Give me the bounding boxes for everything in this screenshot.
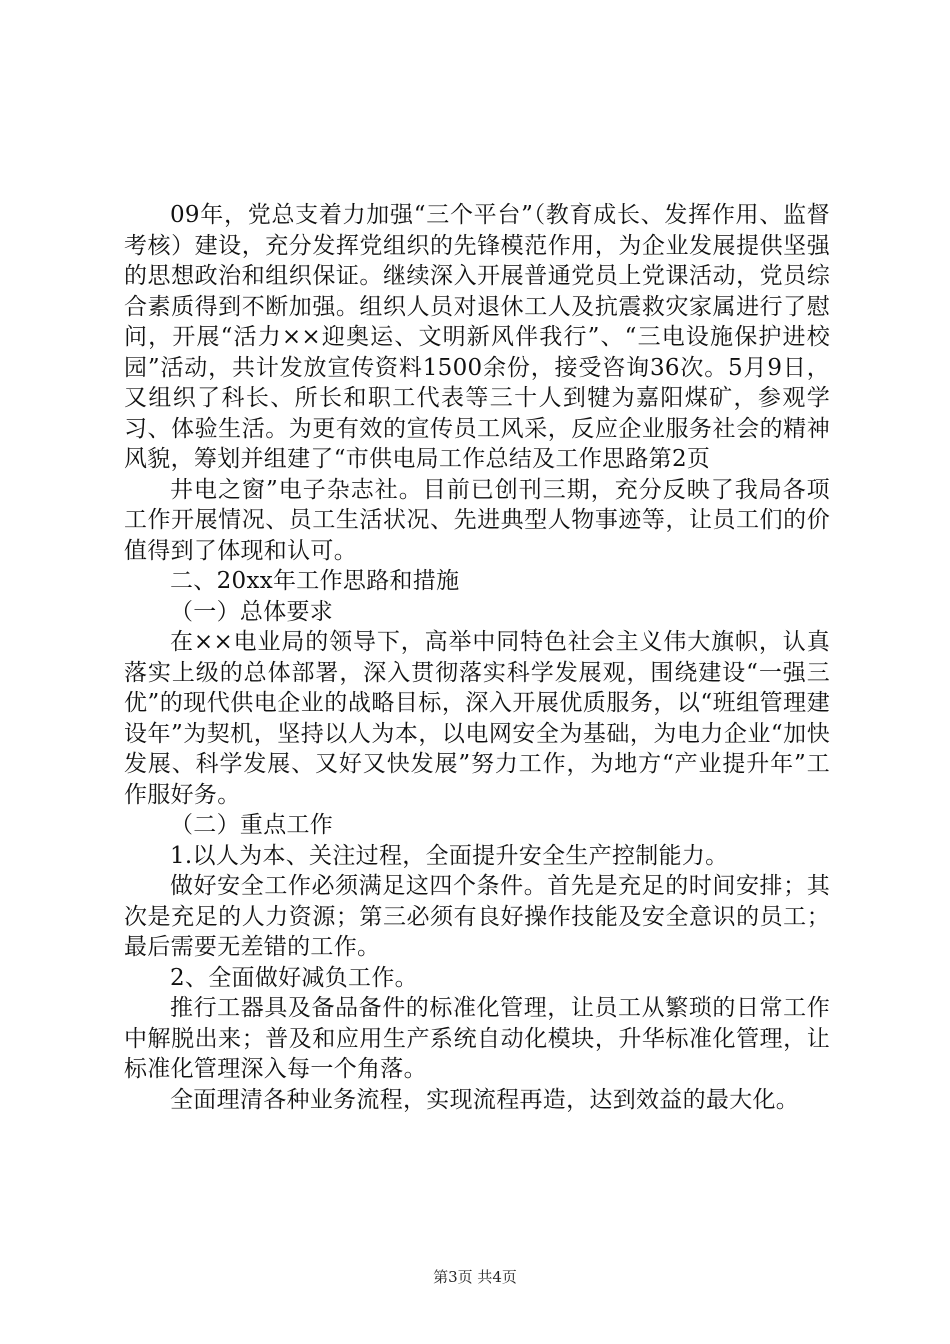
section-heading-work-plan: 二、20xx年工作思路和措施 bbox=[170, 568, 460, 594]
item-heading-safety: 1.以人为本、关注过程，全面提升安全生产控制能力。 bbox=[170, 842, 729, 869]
paragraph-party-work: 09年，党总支着力加强“三个平台”（教育成长、发挥作用、监督考核）建设，充分发挥党组织的先锋模范作用，为企业发展提供坚强的思想政治和组织保证。继续深入开展普通党员上党课活动，党员综合素质得到不断加强。组织人员对退休工人及抗震救灾家属进行了慰问，开展“活力××迎奥运、文明新风伴我行”、“三电设施保护进校园”活动，共计发放宣传资料1500余份，接受咨询36次。5月9日，又组织了科长、所长和职工代表等三十人到犍为嘉阳煤矿，参观学习、体验生活。为更有效的宣传员工风采，反应企业服务社会的精神风貌，筹划并组建了“市供电局工作总结及工作思路第2页 bbox=[124, 202, 830, 472]
paragraph-e-magazine: 井电之窗”电子杂志社。目前已创刊三期，充分反映了我局各项工作开展情况、员工生活状况、先进典型人物事迹等，让员工们的价值得到了体现和认可。 bbox=[124, 476, 830, 564]
page-footer: 第3页 共4页 bbox=[433, 1268, 517, 1286]
paragraph-safety-conditions: 做好安全工作必须满足这四个条件。首先是充足的时间安排；其次是充足的人力资源；第三必须有良好操作技能及安全意识的员工；最后需要无差错的工作。 bbox=[124, 873, 830, 960]
paragraph-process-reengineering: 全面理清各种业务流程，实现流程再造，达到效益的最大化。 bbox=[170, 1086, 800, 1113]
subheading-key-work: （二）重点工作 bbox=[170, 812, 334, 838]
paragraph-standardization: 推行工器具及备品备件的标准化管理，让员工从繁琐的日常工作中解脱出来；普及和应用生产系统自动化模块，升华标准化管理，让标准化管理深入每一个角落。 bbox=[124, 995, 830, 1082]
subheading-overall-requirements: （一）总体要求 bbox=[170, 598, 334, 625]
paragraph-overall-requirements: 在××电业局的领导下，高举中同特色社会主义伟大旗帜，认真落实上级的总体部署，深入贯彻落实科学发展观，围绕建设“一强三优”的现代供电企业的战略目标，深入开展优质服务，以“班组管理建设年”为契机，坚持以人为本，以电网安全为基础，为电力企业“加快发展、科学发展、又好又快发展”努力工作，为地方“产业提升年”工作服好务。 bbox=[124, 629, 830, 808]
item-heading-burden-reduction: 2、全面做好减负工作。 bbox=[170, 964, 418, 991]
document-body bbox=[124, 200, 830, 1115]
